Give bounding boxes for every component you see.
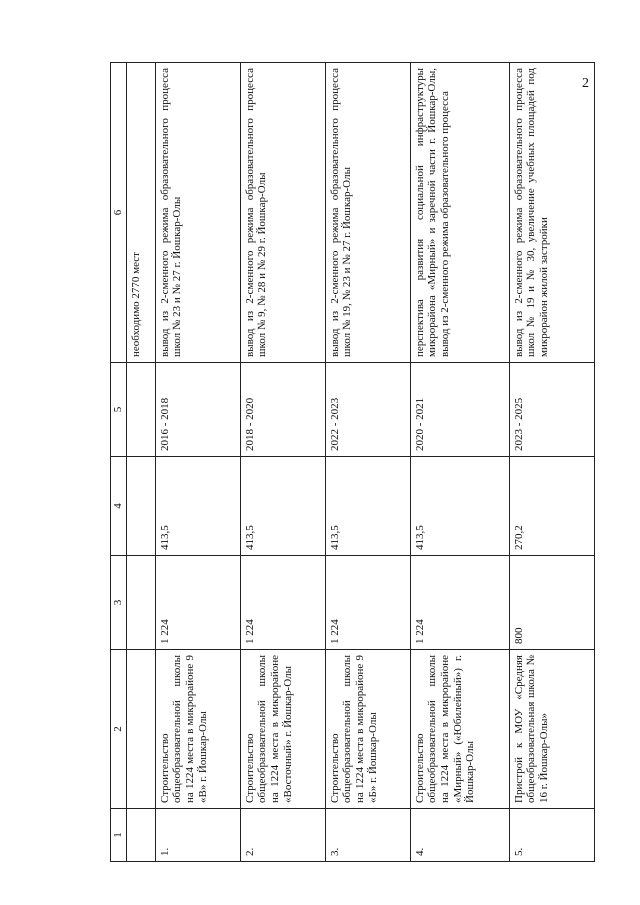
row-number: 1.: [155, 809, 240, 862]
row-description: вывод из 2-сменного режима образовательного процесса школ № 19, № 23 и № 27 г. Йошкар-Олы: [325, 63, 410, 363]
row-places: 1 224: [325, 556, 410, 650]
row-places: 1 224: [155, 556, 240, 650]
header-col-1: 1: [111, 809, 127, 862]
row-period: 2018 - 2020: [240, 363, 325, 457]
schools-table: [110, 62, 595, 862]
row-places: 800: [509, 556, 594, 650]
row-period: 2023 - 2025: [509, 363, 594, 457]
row-amount: 413,5: [325, 457, 410, 556]
page-number: 2: [582, 76, 589, 91]
row-number: 2.: [240, 809, 325, 862]
row-amount: 413,5: [240, 457, 325, 556]
row-description: вывод из 2-сменного режима образовательного процесса школ № 19 и № 30, увеличение учебных площадей под микрорайон жилой застройки: [509, 63, 594, 363]
table-row: [410, 63, 509, 862]
row-amount: 413,5: [155, 457, 240, 556]
row-period: 2022 - 2023: [325, 363, 410, 457]
row-number: 4.: [410, 809, 509, 862]
note-row: [126, 63, 155, 862]
row-period: 2016 - 2018: [155, 363, 240, 457]
header-col-6: 6: [111, 63, 127, 363]
header-col-3: 3: [111, 556, 127, 650]
row-description: перспектива развития социальной инфраструктуры микрорайона «Мирный» и заречной части г. Йошкар-Олы, вывод из 2-сменного режима образовательного процесса: [410, 63, 509, 363]
row-name: Строительство общеобразовательной школы на 1224 места в микрорайоне «Мирный» («Юбилейный») г. Йошкар-Олы: [410, 650, 509, 809]
row-name: Строительство общеобразовательной школы на 1224 места в микрорайоне 9 «В» г. Йошкар-Олы: [155, 650, 240, 809]
row-places: 1 224: [240, 556, 325, 650]
row-name: Строительство общеобразовательной школы на 1224 места в микрорайоне 9 «Б» г. Йошкар-Олы: [325, 650, 410, 809]
row-name: Пристрой к МОУ «Средняя общеобразовательная школа № 16 г. Йошкар-Олы»: [509, 650, 594, 809]
table-row: [240, 63, 325, 862]
header-col-2: 2: [111, 650, 127, 809]
table-row: [325, 63, 410, 862]
row-period: 2020 - 2021: [410, 363, 509, 457]
header-col-4: 4: [111, 457, 127, 556]
rotated-table-block: [110, 68, 595, 862]
note-text: необходимо 2770 мест: [126, 63, 155, 363]
row-amount: 413,5: [410, 457, 509, 556]
row-name: Строительство общеобразовательной школы на 1224 места в микрорайоне «Восточный» г. Йошкар-Олы: [240, 650, 325, 809]
header-col-5: 5: [111, 363, 127, 457]
note-empty-4: [126, 457, 155, 556]
row-number: 5.: [509, 809, 594, 862]
row-number: 3.: [325, 809, 410, 862]
table-row: [155, 63, 240, 862]
table-row: [509, 63, 594, 862]
header-row: [111, 63, 127, 862]
row-places: 1 224: [410, 556, 509, 650]
note-empty-5: [126, 363, 155, 457]
row-description: вывод из 2-сменного режима образовательного процесса школ № 9, № 28 и № 29 г. Йошкар-Олы: [240, 63, 325, 363]
row-description: вывод из 2-сменного режима образовательного процесса школ № 23 и № 27 г. Йошкар-Олы: [155, 63, 240, 363]
note-empty-1: [126, 809, 155, 862]
row-amount: 270,2: [509, 457, 594, 556]
note-empty-2: [126, 650, 155, 809]
note-empty-3: [126, 556, 155, 650]
